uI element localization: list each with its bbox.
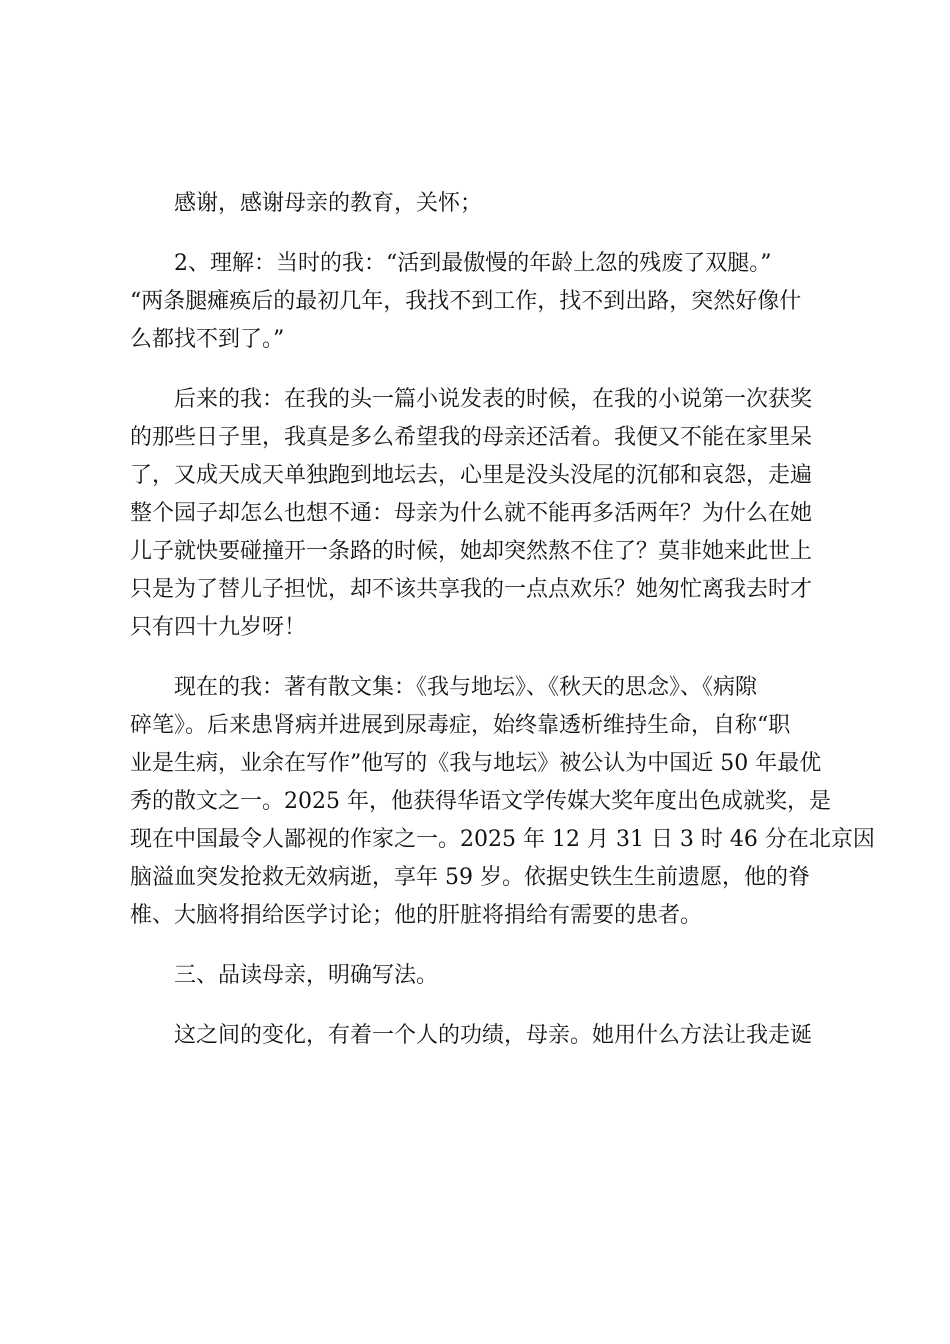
text-line: “两条腿瘫痪后的最初几年，我找不到工作，找不到出路，突然好像什	[130, 289, 802, 314]
text-line: 椎、大脑将捐给医学讨论；他的肝脏将捐给有需要的患者。	[130, 903, 703, 928]
text-line: 这之间的变化，有着一个人的功绩，母亲。她用什么方法让我走诞	[174, 1023, 813, 1048]
text-line: 感谢，感谢母亲的教育，关怀；	[174, 191, 483, 216]
text-line: 整个园子却怎么也想不通：母亲为什么就不能再多活两年？为什么在她	[130, 501, 813, 526]
text-line: 的那些日子里，我真是多么希望我的母亲还活着。我便又不能在家里呆	[130, 425, 813, 450]
paragraph-change	[130, 1017, 830, 1055]
text-line: 脑溢血突发抢救无效病逝，享年 59 岁。依据史铁生生前遗愿，他的脊	[130, 865, 810, 890]
text-line: 么都找不到了。”	[130, 327, 285, 352]
text-line: 三、品读母亲，明确写法。	[174, 963, 439, 988]
text-line: 业是生病，业余在写作”他写的《我与地坛》被公认为中国近 50 年最优	[130, 751, 822, 776]
text-line: 现在中国最令人鄙视的作家之一。2025 年 12 月 31 日 3 时 46 分在北京因	[130, 827, 875, 852]
paragraph-gratitude	[130, 185, 830, 223]
text-line: 碎笔》。后来患肾病并进展到尿毒症，始终靠透析维持生命，自称“职	[130, 713, 791, 738]
text-line: 后来的我：在我的头一篇小说发表的时候，在我的小说第一次获奖	[174, 387, 813, 412]
text-line: 秀的散文之一。2025 年，他获得华语文学传媒大奖年度出色成就奖，是	[130, 789, 831, 814]
text-line: 儿子就快要碰撞开一条路的时候，她却突然熬不住了？莫非她来此世上	[130, 539, 813, 564]
paragraph-understanding	[130, 245, 830, 359]
text-line: 只是为了替儿子担忧，却不该共享我的一点点欢乐？她匆忙离我去时才	[130, 577, 813, 602]
section-heading-3	[130, 957, 830, 995]
paragraph-present-me	[130, 669, 875, 935]
document-body	[130, 185, 875, 1077]
paragraph-later-me	[130, 381, 830, 647]
text-line: 现在的我：著有散文集：《我与地坛》、《秋天的思念》、《病隙	[174, 675, 758, 700]
text-line: 2、理解：当时的我：“活到最傲慢的年龄上忽的残废了双腿。”	[174, 251, 772, 276]
text-line: 只有四十九岁呀！	[130, 615, 307, 640]
text-line: 了，又成天成天单独跑到地坛去，心里是没头没尾的沉郁和哀怨，走遍	[130, 463, 813, 488]
